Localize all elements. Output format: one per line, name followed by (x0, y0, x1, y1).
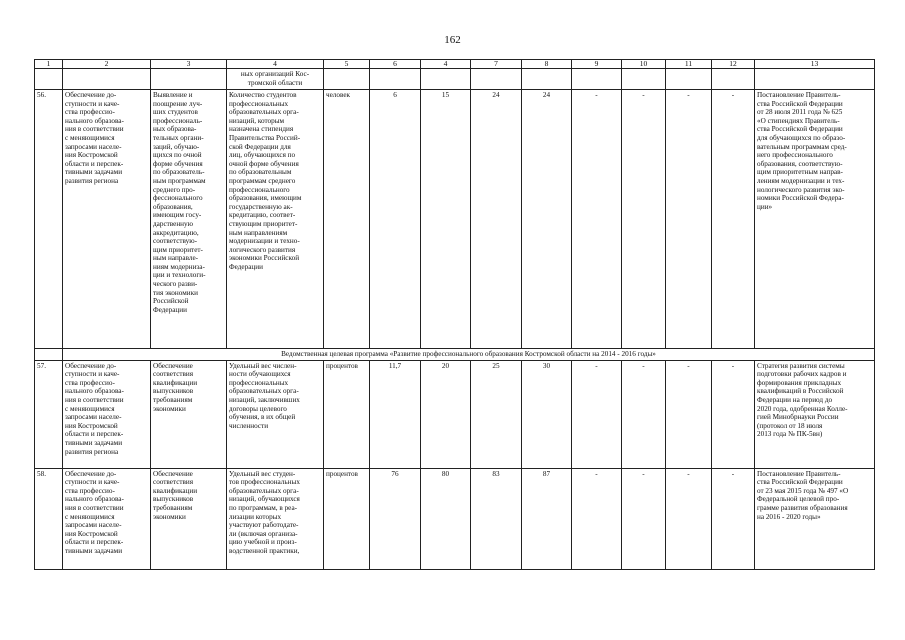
column-header: 3 (151, 60, 227, 69)
column-header: 8 (522, 60, 572, 69)
basis-cell: Постановление Правитель- ства Российской Федерации от 23 мая 2015 года № 497 «О Федеральной целевой про- грамме развития образования на 2016 - 2020 годы» (757, 469, 849, 521)
goal-cell: Обеспечение до- ступности и каче- ства профессио- нального образова- ния в соответствии с меняющимися запросами населе- ния Костромской области и перспек- тивными задачами (65, 469, 124, 555)
program-heading: Ведомственная целевая программа «Развитие профессионального образования Костромской области на 2014 - 2016 годы» (63, 349, 875, 361)
column-header-row (35, 60, 875, 69)
column-header: 4 (421, 60, 471, 69)
value-cell: - (622, 468, 666, 569)
value-cell: - (622, 90, 666, 349)
value-cell: - (572, 468, 622, 569)
goal-cell: Обеспечение до- ступности и каче- ства профессио- нального образова- ния в соответствии с меняющимися запросами населе- ния Костромской области и перспек- тивными задачами развития региона (65, 91, 124, 185)
value-cell: - (666, 360, 712, 468)
column-header: 6 (370, 60, 421, 69)
indicator-cell: Удельный вес студен- тов профессиональных образовательных орга- низаций, обучающихся по программам, в реа- лизации которых участвуют работодате- ли (включая организа- цию учебной и произ- водственной практики, (229, 469, 300, 555)
table-row (35, 468, 875, 569)
row-number: 56. (35, 90, 63, 349)
indicator-cell: Количество студентов профессиональных образовательных орга- низаций, которым назначена стипендия Правительства Россий- ской Федерации для лиц, обучающихся по очной форме обучения по образовательным программам среднего профессионального образования, имеющим государственную ак- кредитацию, соответ- ствующим приоритет- ным направлениям модернизации и техно- логического развития экономики Российской Федерации (229, 91, 302, 271)
page-number: 162 (444, 34, 461, 46)
basis-cell: Постановление Правитель- ства Российской Федерации от 28 июля 2011 года № 625 «О стипендиях Правитель- ства Российской Федерации для обучающихся по образо- вательным программам сред- него профессионального образования, соответствую- щим приоритетным направ- лениям модернизации и тех- нологического развития эко- номики Российской Федера- ции» (757, 91, 847, 211)
row-number: 58. (35, 468, 63, 569)
value-cell: 80 (421, 468, 471, 569)
value-cell: - (666, 90, 712, 349)
value-cell: - (712, 468, 755, 569)
value-cell: 15 (421, 90, 471, 349)
value-cell: - (622, 360, 666, 468)
program-heading-row (35, 349, 875, 361)
unit-cell: человек (324, 90, 370, 349)
value-cell: 87 (522, 468, 572, 569)
indicator-cell: Удельный вес числен- ности обучающихся профессиональных образовательных орга- низаций, заключивших договоры целевого обучения, в их общей численности (229, 361, 300, 430)
value-cell: - (666, 468, 712, 569)
value-cell: 83 (471, 468, 522, 569)
unit-cell: процентов (324, 360, 370, 468)
column-header: 10 (622, 60, 666, 69)
value-cell: 6 (370, 90, 421, 349)
basis-cell: Стратегия развития системы подготовки рабочих кадров и формирования прикладных квалификаций в Российской Федерации на период до 2020 года, одобренная Колле- гией Минобрнауки России (протокол от 18 июля 2013 года № ПК-5вн) (757, 361, 848, 439)
column-header: 13 (755, 60, 875, 69)
task-cell: Обеспечение соответствия квалификации выпускников требованиям экономики (153, 361, 198, 413)
value-cell: - (572, 90, 622, 349)
column-header: 2 (63, 60, 151, 69)
column-header: 11 (666, 60, 712, 69)
value-cell: 24 (471, 90, 522, 349)
unit-cell: процентов (324, 468, 370, 569)
column-header: 12 (712, 60, 755, 69)
goal-cell: Обеспечение до- ступности и каче- ства профессио- нального образова- ния в соответствии с меняющимися запросами населе- ния Костромской области и перспек- тивными задачами развития региона (65, 361, 124, 456)
task-cell: Обеспечение соответствия квалификации выпускников требованиям экономики (153, 469, 198, 521)
table-row (35, 90, 875, 349)
column-header: 7 (471, 60, 522, 69)
value-cell: 11,7 (370, 360, 421, 468)
continuation-text: ных организаций Кос- тромской области (240, 70, 310, 87)
column-header: 5 (324, 60, 370, 69)
value-cell: 76 (370, 468, 421, 569)
value-cell: - (712, 360, 755, 468)
value-cell: 20 (421, 360, 471, 468)
value-cell: 30 (522, 360, 572, 468)
continuation-row (35, 69, 875, 90)
value-cell: 24 (522, 90, 572, 349)
row-number: 57. (35, 360, 63, 468)
column-header: 1 (35, 60, 63, 69)
table-row (35, 360, 875, 468)
value-cell: 25 (471, 360, 522, 468)
column-header: 9 (572, 60, 622, 69)
indicators-table (34, 59, 875, 570)
value-cell: - (712, 90, 755, 349)
task-cell: Выявление и поощрение луч- ших студентов профессиональ- ных образова- тельных органи- заций, обучаю- щихся по очной форме обучения по образователь- ным программам среднего про- фессионального образования, имеющим госу- дарственную аккредитацию, соответствую- щим приоритет- ным направле- ниям модерниза- ции и технологи- ческого разви- тия экономики Российской Федерации (153, 91, 206, 314)
column-header: 4 (227, 60, 324, 69)
value-cell: - (572, 360, 622, 468)
